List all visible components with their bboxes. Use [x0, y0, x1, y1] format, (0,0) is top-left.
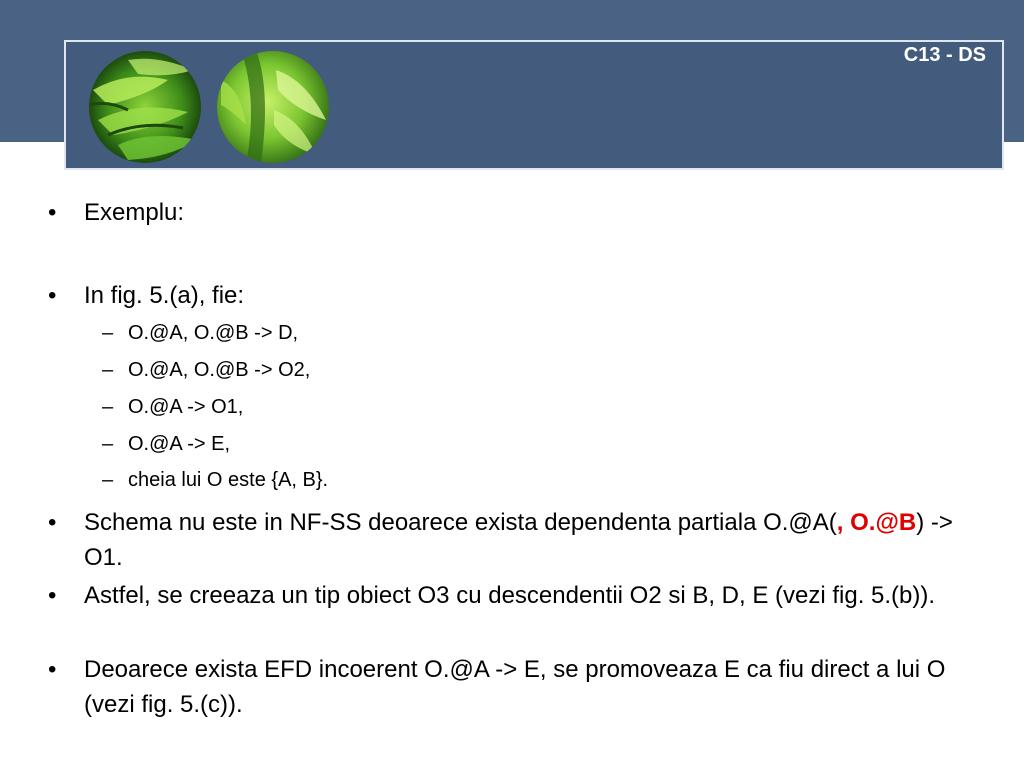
sub-bullet: – O.@A, O.@B -> D,: [102, 319, 982, 347]
sub-bullet-dash: –: [102, 433, 114, 455]
bullet-in-fig: • In fig. 5.(a), fie:: [48, 278, 988, 313]
highlight-text: , O.@B: [836, 509, 917, 536]
sub-bullet: – cheia lui O este {A, B}.: [102, 466, 982, 494]
sub-bullet-dash: –: [102, 396, 114, 418]
header-frame: [64, 40, 1004, 170]
sub-bullet-dash: –: [102, 469, 114, 491]
bullet-exemplu: • Exemplu:: [48, 195, 988, 230]
sub-bullet: – O.@A -> O1,: [102, 393, 982, 421]
schema-text: Schema nu este in NF-SS deoarece exista dependenta partiala O.@A(: [84, 509, 837, 536]
green-leaf-circle-image: [88, 50, 202, 164]
bullet-schema: [48, 505, 988, 575]
bullet-dot: •: [48, 509, 57, 536]
schema-text-end: ) -> O1.: [84, 509, 953, 571]
sub-bullet: – O.@A, O.@B -> O2,: [102, 356, 982, 384]
bullet-dot: •: [48, 282, 57, 309]
sub-bullet-dash: –: [102, 359, 114, 381]
green-plant-circle-image: [216, 50, 330, 164]
sub-bullet-dash: –: [102, 322, 114, 344]
bullet-deoarece: • Deoarece exista EFD incoerent O.@A -> E, se promoveaza E ca fiu direct a lui O (vezi fig. 5.(c)).: [48, 652, 988, 722]
bullet-dot: •: [48, 656, 57, 683]
bullet-dot: •: [48, 199, 57, 226]
bullet-astfel: • Astfel, se creeaza un tip obiect O3 cu descendentii O2 si B, D, E (vezi fig. 5.(b)).: [48, 578, 988, 613]
slide-tag: C13 - DS: [903, 44, 986, 66]
sub-bullet: – O.@A -> E,: [102, 430, 982, 458]
bullet-dot: •: [48, 582, 57, 609]
